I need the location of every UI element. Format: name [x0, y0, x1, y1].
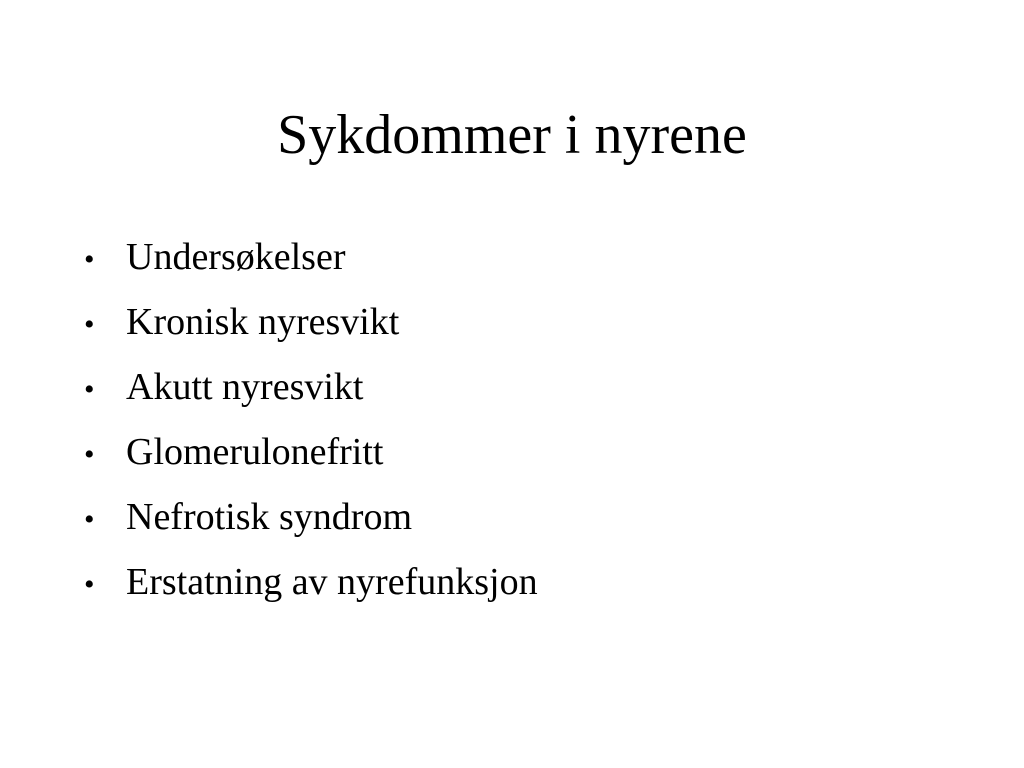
list-item: [84, 420, 538, 485]
bullet-dot-icon: •: [84, 438, 95, 471]
bullet-dot-icon: •: [84, 373, 95, 406]
bullet-text: Glomerulonefritt: [126, 431, 384, 473]
bullet-text: Erstatning av nyrefunksjon: [126, 561, 538, 603]
list-item: [84, 485, 538, 550]
bullet-dot-icon: •: [84, 243, 95, 276]
slide-title: Sykdommer i nyrene: [277, 104, 747, 166]
list-item: [84, 355, 538, 420]
bullet-text: Kronisk nyresvikt: [126, 301, 400, 343]
bullet-dot-icon: •: [84, 568, 95, 601]
bullet-text: Akutt nyresvikt: [126, 366, 364, 408]
bullet-dot-icon: •: [84, 503, 95, 536]
bullet-text: Nefrotisk syndrom: [126, 496, 413, 538]
list-item: [84, 225, 538, 290]
bullet-list: [84, 225, 538, 615]
list-item: [84, 550, 538, 615]
list-item: [84, 290, 538, 355]
bullet-text: Undersøkelser: [126, 236, 346, 278]
bullet-dot-icon: •: [84, 308, 95, 341]
